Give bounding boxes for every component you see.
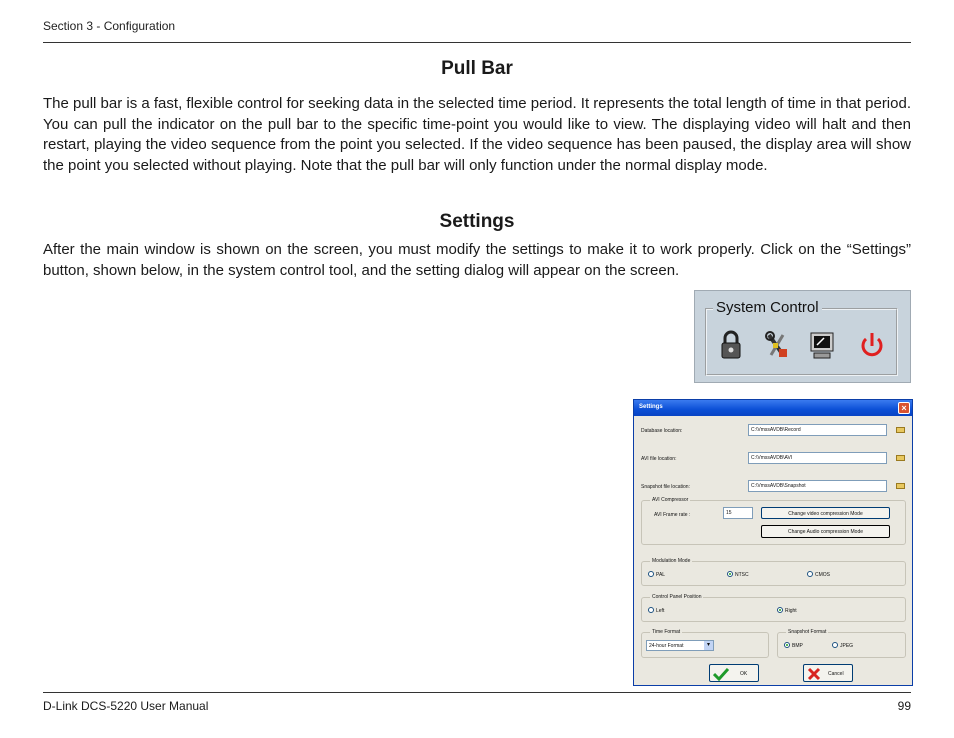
dialog-title: Settings <box>639 404 663 410</box>
time-format-select[interactable] <box>646 640 714 651</box>
settings-dialog <box>633 399 913 686</box>
monitor-icon[interactable] <box>808 329 836 361</box>
system-control-panel <box>694 290 911 383</box>
footer-manual-title: D-Link DCS-5220 User Manual <box>43 699 209 713</box>
database-location-field[interactable]: C:\VmssAVDB\Record <box>748 424 887 436</box>
section-header: Section 3 - Configuration <box>43 19 176 33</box>
cancel-label: Cancel <box>828 671 844 677</box>
left-label: Left <box>656 608 665 614</box>
folder-icon[interactable] <box>896 483 905 489</box>
footer-rule <box>43 692 911 693</box>
chevron-down-icon[interactable]: ▾ <box>704 641 713 650</box>
frame-rate-stepper[interactable]: 15 <box>723 507 753 519</box>
modulation-mode-title: Modulation Mode <box>652 558 691 564</box>
jpeg-radio[interactable] <box>832 642 838 648</box>
pull-bar-heading: Pull Bar <box>441 58 513 79</box>
snapshot-format-title: Snapshot Format <box>788 629 827 635</box>
time-format-title: Time Format <box>652 629 681 635</box>
ntsc-label: NTSC <box>735 572 749 578</box>
ok-label: OK <box>740 671 748 677</box>
database-location-label: Database location: <box>641 428 683 434</box>
snapshot-location-field[interactable]: C:\VmssAVDB\Snapshot <box>748 480 887 492</box>
page-number: 99 <box>897 699 911 713</box>
cmos-radio[interactable] <box>807 571 813 577</box>
pal-label: PAL <box>656 572 666 578</box>
header-rule <box>43 42 911 43</box>
avi-location-field[interactable]: C:\VmssAVDB\AVI <box>748 452 887 464</box>
avi-location-label: AVI file location: <box>641 456 677 462</box>
left-radio[interactable] <box>648 607 654 613</box>
x-icon <box>807 667 821 681</box>
pal-radio[interactable] <box>648 571 654 577</box>
folder-icon[interactable] <box>896 455 905 461</box>
cmos-label: CMOS <box>815 572 830 578</box>
close-icon[interactable]: × <box>898 402 910 414</box>
pull-bar-paragraph: The pull bar is a fast, flexible control for seeking data in the selected time period. It represents the total length of time in that period. You can pull the indicator on the pull bar to the specific time-point you would like to view. The displaying video will halt and then restart, playing the video sequence from the point you selected. If the video sequence has been paused, the display area will show the point you selected without playing. Note that the pull bar will only function under the normal display mode. <box>43 95 911 174</box>
lock-icon[interactable] <box>717 329 745 361</box>
modulation-mode-group <box>641 558 906 586</box>
jpeg-label: JPEG <box>840 643 854 649</box>
control-panel-position-title: Control Panel Position <box>652 594 702 600</box>
settings-tools-icon[interactable] <box>763 329 791 361</box>
system-control-title: System Control <box>713 299 822 316</box>
power-icon[interactable] <box>858 329 886 361</box>
frame-rate-label: AVI Frame rate : <box>654 512 691 518</box>
bmp-label: BMP <box>792 643 803 649</box>
cancel-button[interactable] <box>803 664 853 682</box>
dialog-title-bar[interactable] <box>634 400 912 416</box>
settings-paragraph: After the main window is shown on the screen, you must modify the settings to make it to work properly. Click on the “Settings” button, shown below, in the system control tool, and the setting dialog will appear on the screen. <box>43 241 911 279</box>
change-video-compression-button[interactable]: Change video compression Mode <box>761 507 890 519</box>
folder-icon[interactable] <box>896 427 905 433</box>
ok-button[interactable] <box>709 664 759 682</box>
checkmark-icon <box>713 667 729 681</box>
control-panel-position-group <box>641 594 906 622</box>
time-format-value: 24-hour Format <box>649 643 684 649</box>
snapshot-location-label: Snapshot file location: <box>641 484 690 490</box>
right-radio[interactable] <box>777 607 783 613</box>
settings-heading: Settings <box>439 211 515 232</box>
avi-compressor-title: AVI Compressor <box>652 497 689 503</box>
bmp-radio[interactable] <box>784 642 790 648</box>
right-label: Right <box>785 608 797 614</box>
ntsc-radio[interactable] <box>727 571 733 577</box>
change-audio-compression-button[interactable]: Change Audio compression Mode <box>761 525 890 538</box>
